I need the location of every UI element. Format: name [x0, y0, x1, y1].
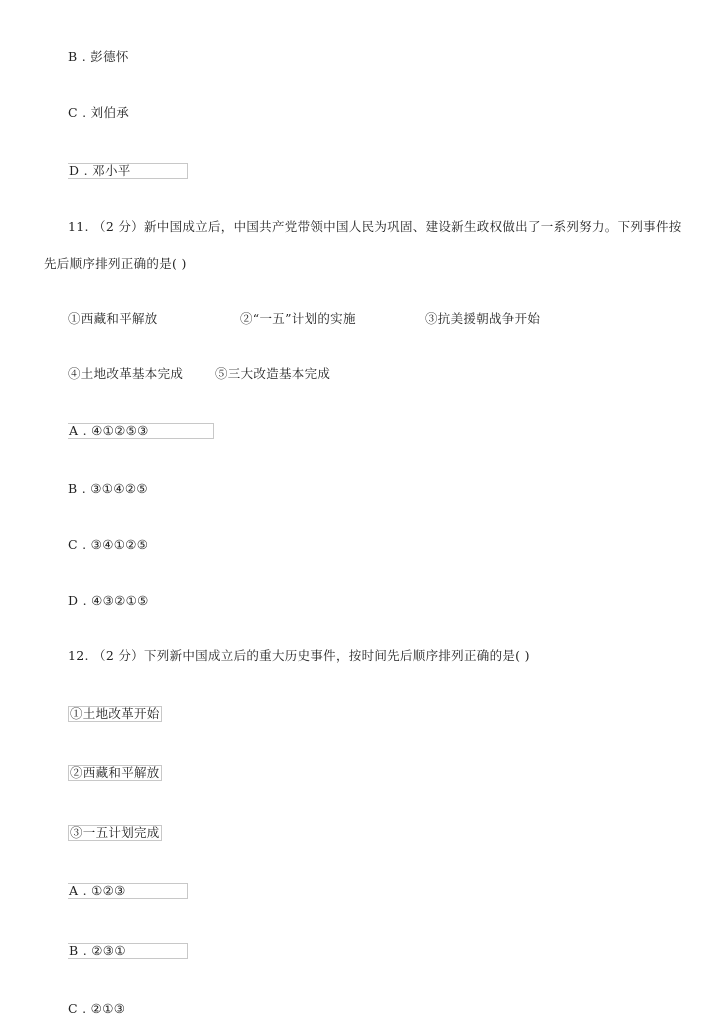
q11-option-d: D . ④③②①⑤ — [68, 593, 149, 608]
q11-event-2: ②“一五”计划的实施 — [240, 311, 356, 326]
q10-option-b: B . 彭德怀 — [68, 49, 129, 64]
q12-event-3: ③一五计划完成 — [70, 825, 160, 840]
q10-option-c: C . 刘伯承 — [68, 105, 130, 120]
q11-event-3: ③抗美援朝战争开始 — [425, 311, 541, 326]
q12-option-c: C . ②①③ — [68, 1001, 126, 1016]
q11-option-b: B . ③①④②⑤ — [68, 481, 148, 496]
q10-option-d: D . 邓小平 — [68, 163, 188, 179]
q12-stem: 12. （2 分）下列新中国成立后的重大历史事件，按时间先后顺序排列正确的是( ) — [68, 648, 530, 663]
q11-event-5: ⑤三大改造基本完成 — [215, 366, 331, 381]
q11-option-a: A . ④①②⑤③ — [68, 423, 214, 439]
q11-option-c: C . ③④①②⑤ — [68, 537, 149, 552]
q12-event-1: ①土地改革开始 — [70, 706, 160, 721]
q12-option-a: A . ①②③ — [68, 883, 188, 899]
q11-event-1: ①西藏和平解放 — [68, 311, 158, 326]
q11-stem-line1: 11. （2 分）新中国成立后，中国共产党带领中国人民为巩固、建设新生政权做出了一系列努力。下列事件按 — [68, 219, 682, 234]
q12-event-2: ②西藏和平解放 — [70, 765, 160, 780]
q11-stem-line2: 先后顺序排列正确的是( ) — [44, 256, 187, 271]
q11-event-4: ④土地改革基本完成 — [68, 366, 184, 381]
q12-option-b: B . ②③① — [68, 943, 188, 959]
